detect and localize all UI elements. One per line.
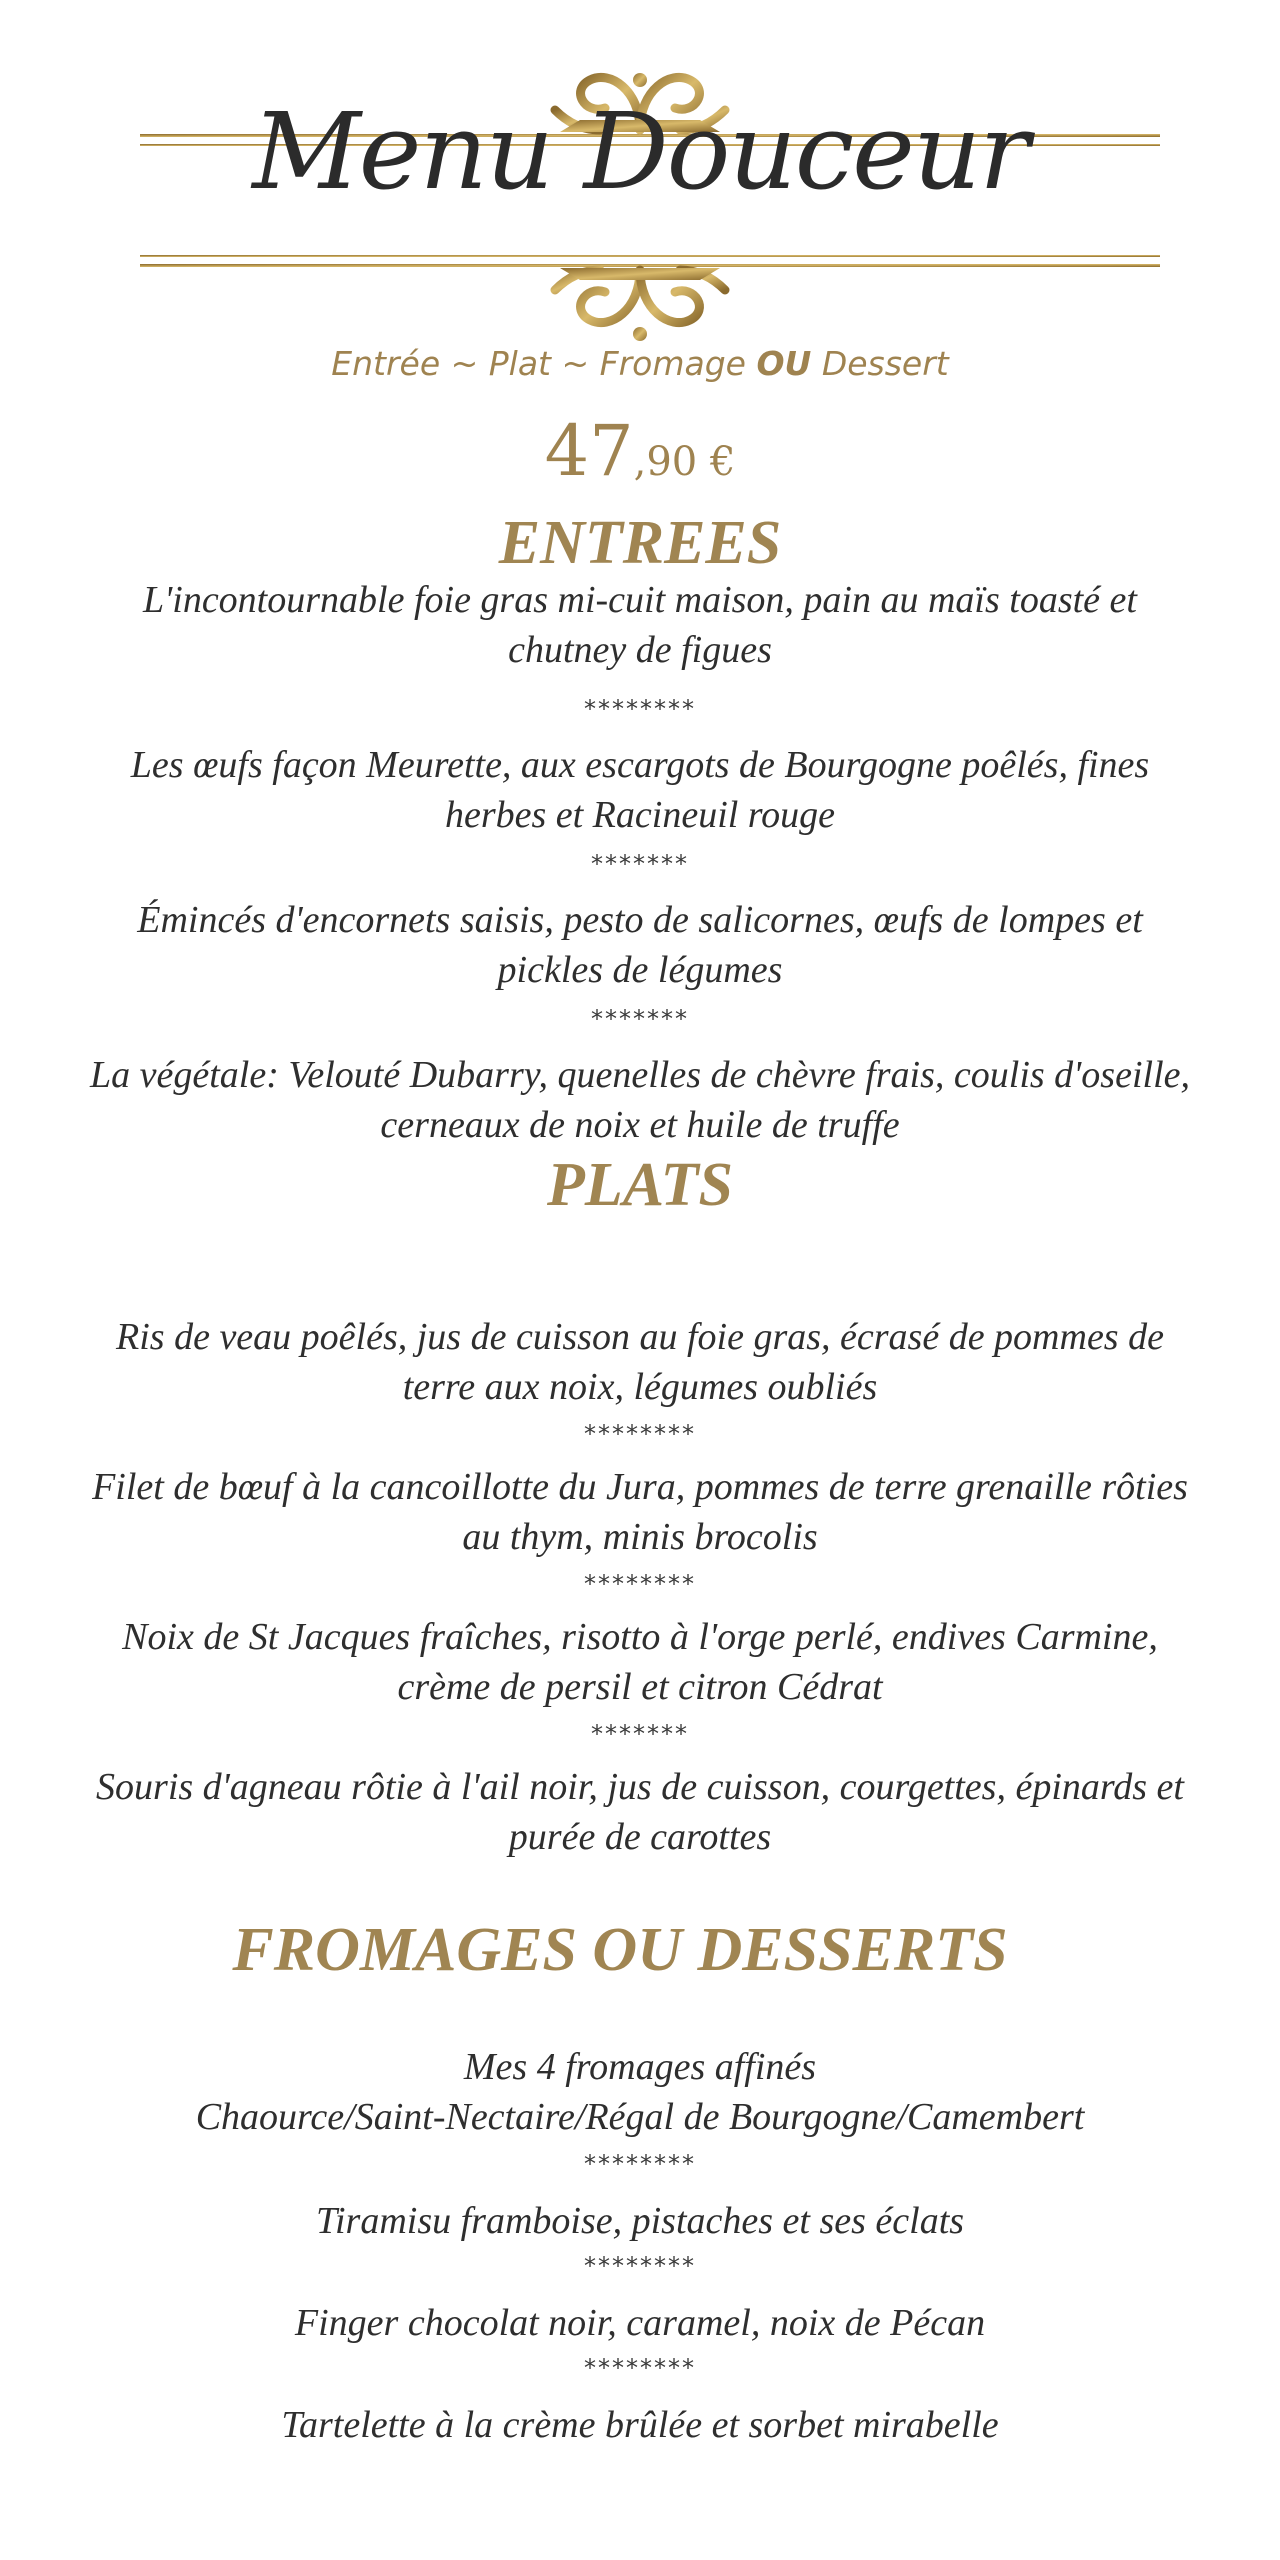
subtitle-part-1: Entrée ~ Plat ~ Fromage xyxy=(331,344,757,383)
entree-item: La végétale: Velouté Dubarry, quenelles de chèvre frais, coulis d'oseille, cerneaux de noix et huile de truffe xyxy=(90,1054,1190,1146)
subtitle-bold: OU xyxy=(756,344,812,383)
price-cents: ,90 € xyxy=(633,439,736,485)
plat-item: Filet de bœuf à la cancoillotte du Jura, pommes de terre grenaille rôties au thym, minis brocolis xyxy=(92,1466,1188,1558)
desserts-title: FROMAGES OU DESSERTS xyxy=(232,1916,1008,1984)
plat-item: Noix de St Jacques fraîches, risotto à l'orge perlé, endives Carmine, crème de persil et citron Cédrat xyxy=(122,1616,1158,1708)
dessert-item: Tiramisu framboise, pistaches et ses éclats xyxy=(315,2200,965,2242)
subtitle-part-2: Dessert xyxy=(811,344,949,383)
dessert-item: Mes 4 fromages affinés Chaource/Saint-Nectaire/Régal de Bourgogne/Camembert xyxy=(195,2046,1085,2138)
entree-item: Les œufs façon Meurette, aux escargots de Bourgogne poêlés, fines herbes et Racineuil rouge xyxy=(130,744,1150,836)
separator: ******** xyxy=(584,2150,696,2178)
separator: ******** xyxy=(584,2354,696,2382)
dessert-item: Tartelette à la crème brûlée et sorbet mirabelle xyxy=(281,2404,999,2446)
separator: ******* xyxy=(591,850,689,878)
separator: ******** xyxy=(584,695,696,723)
plat-item: Souris d'agneau rôtie à l'ail noir, jus de cuisson, courgettes, épinards et purée de carottes xyxy=(96,1766,1184,1858)
separator: ******* xyxy=(591,1005,689,1033)
menu-title: Menu Douceur xyxy=(252,90,1028,213)
dessert-item: Finger chocolat noir, caramel, noix de Pécan xyxy=(294,2302,986,2344)
entree-item: Émincés d'encornets saisis, pesto de salicornes, œufs de lompes et pickles de légumes xyxy=(137,899,1143,991)
separator: ******** xyxy=(584,1570,696,1598)
entree-item: L'incontournable foie gras mi-cuit maison, pain au maïs toasté et chutney de figues xyxy=(143,579,1137,671)
separator: ******* xyxy=(591,1720,689,1748)
plats-title: PLATS xyxy=(546,1151,734,1219)
separator: ******** xyxy=(584,2252,696,2280)
separator: ******** xyxy=(584,1420,696,1448)
menu-subtitle xyxy=(0,344,1280,383)
menu-price xyxy=(0,410,1280,492)
price-main: 47 xyxy=(544,410,634,492)
entrees-title: ENTREES xyxy=(498,509,782,577)
plat-item: Ris de veau poêlés, jus de cuisson au foie gras, écrasé de pommes de terre aux noix, légumes oubliés xyxy=(116,1316,1164,1408)
